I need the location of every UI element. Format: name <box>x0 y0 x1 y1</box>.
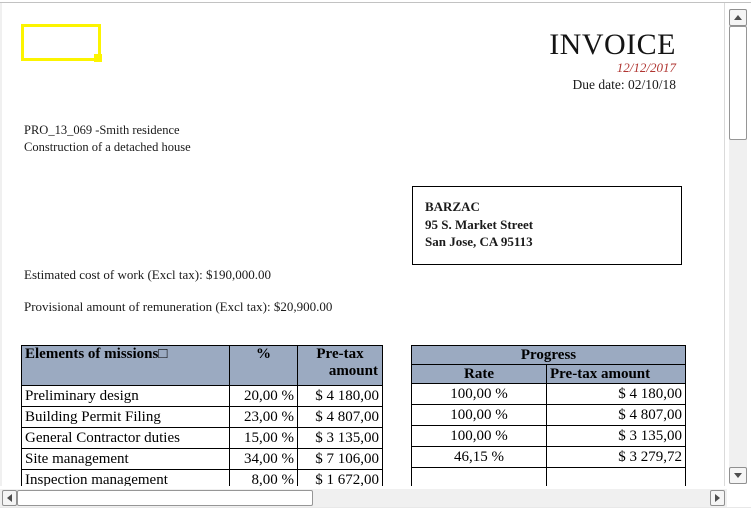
selection-resize-handle[interactable] <box>94 54 102 62</box>
progress-amount-cell: $ 4 807,00 <box>547 405 686 426</box>
provisional-amount-line: Provisional amount of remuneration (Excl tax): $20,900.00 <box>24 299 333 314</box>
invoice-title: INVOICE <box>549 28 676 61</box>
mission-percent-cell: 34,00 % <box>230 449 298 470</box>
content-right-edge <box>724 3 725 486</box>
mission-amount-cell: $ 4 807,00 <box>298 407 383 428</box>
scroll-down-icon <box>734 473 742 478</box>
mission-name-cell: Preliminary design <box>22 386 230 407</box>
project-reference: PRO_13_069 -Smith residence <box>24 123 180 137</box>
client-name: BARZAC <box>425 199 480 214</box>
mission-percent-cell: 23,00 % <box>230 407 298 428</box>
mission-row <box>22 449 383 470</box>
missions-header-pretax <box>298 346 383 386</box>
mission-name-cell: Site management <box>22 449 230 470</box>
mission-amount-cell: $ 1 672,00 <box>298 470 383 487</box>
due-date: Due date: 02/10/18 <box>572 77 676 92</box>
scroll-up-button[interactable] <box>729 9 747 26</box>
invoice-date: 12/12/2017 <box>616 60 676 75</box>
mission-amount-cell: $ 4 180,00 <box>298 386 383 407</box>
mission-name-cell: Building Permit Filing <box>22 407 230 428</box>
project-description <box>24 122 191 156</box>
progress-amount-cell: $ 3 279,72 <box>547 447 686 468</box>
missions-header-elements: Elements of missions□ <box>22 346 230 386</box>
missions-table <box>21 345 383 486</box>
mission-name-cell: Inspection management <box>22 470 230 487</box>
estimated-cost-line: Estimated cost of work (Excl tax): $190,000.00 <box>24 267 271 282</box>
scroll-left-icon <box>7 494 12 502</box>
missions-header-pretax-line2: amount <box>328 363 378 379</box>
mission-row <box>22 428 383 449</box>
progress-rate-cell: 100,00 % <box>412 426 547 447</box>
progress-amount-cell <box>547 468 686 487</box>
missions-header-pretax-line1: Pre-tax <box>316 346 364 362</box>
client-city: San Jose, CA 95113 <box>425 234 533 249</box>
mission-percent-cell: 8,00 % <box>230 470 298 487</box>
progress-row <box>412 405 686 426</box>
progress-table <box>411 345 686 486</box>
scroll-left-button[interactable] <box>2 490 17 506</box>
scroll-right-icon <box>715 494 720 502</box>
mission-amount-cell: $ 7 106,00 <box>298 449 383 470</box>
progress-rate-cell: 46,15 % <box>412 447 547 468</box>
client-street: 95 S. Market Street <box>425 216 534 232</box>
progress-title-cell: Progress <box>412 346 686 365</box>
progress-row <box>412 468 686 487</box>
scroll-up-icon <box>734 15 742 20</box>
progress-header-amount: Pre-tax amount <box>547 365 686 384</box>
vertical-scrollbar-thumb[interactable] <box>729 26 747 140</box>
logo-placeholder-selection[interactable] <box>21 24 101 61</box>
mission-percent-cell: 20,00 % <box>230 386 298 407</box>
horizontal-scrollbar-thumb[interactable] <box>17 490 313 506</box>
progress-row <box>412 426 686 447</box>
mission-row <box>22 407 383 428</box>
scroll-down-button[interactable] <box>729 467 747 484</box>
mission-percent-cell: 15,00 % <box>230 428 298 449</box>
mission-row <box>22 386 383 407</box>
missions-header-percent: % <box>230 346 298 386</box>
client-address-box <box>412 186 682 265</box>
mission-name-cell: General Contractor duties <box>22 428 230 449</box>
project-subject: Construction of a detached house <box>24 140 191 154</box>
progress-rate-cell: 100,00 % <box>412 405 547 426</box>
document-page <box>2 3 724 486</box>
progress-amount-cell: $ 4 180,00 <box>547 384 686 405</box>
mission-amount-cell: $ 3 135,00 <box>298 428 383 449</box>
progress-rate-cell <box>412 468 547 487</box>
progress-rate-cell: 100,00 % <box>412 384 547 405</box>
progress-row <box>412 384 686 405</box>
progress-header-rate: Rate <box>412 365 547 384</box>
progress-row <box>412 447 686 468</box>
scroll-right-button[interactable] <box>710 490 725 506</box>
mission-row <box>22 470 383 487</box>
progress-amount-cell: $ 3 135,00 <box>547 426 686 447</box>
